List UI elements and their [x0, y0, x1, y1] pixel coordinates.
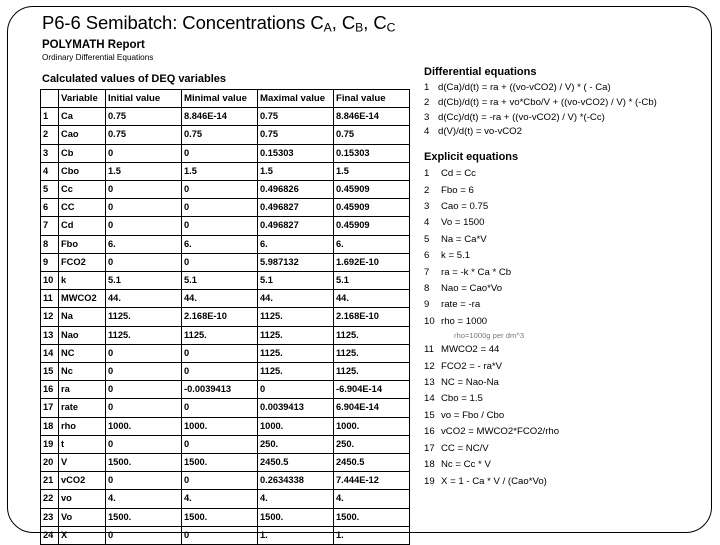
differential-equations-list: [424, 81, 714, 140]
equation-number: 12: [424, 360, 435, 372]
row-variable-name: MWCO2: [59, 290, 106, 308]
row-value: 2.168E-10: [182, 308, 258, 326]
table-row: [41, 308, 410, 326]
table-header-row: [41, 90, 410, 108]
explicit-equation-item: [424, 359, 714, 375]
table-row: [41, 162, 410, 180]
table-row: [41, 344, 410, 362]
row-value: 0: [182, 526, 258, 544]
row-value: 1125.: [106, 308, 182, 326]
row-value: 0.75: [106, 126, 182, 144]
row-value: 7.444E-12: [334, 472, 410, 490]
row-variable-name: CC: [59, 199, 106, 217]
row-index: 21: [41, 472, 59, 490]
row-value: 0: [106, 526, 182, 544]
differential-equation-item: [424, 125, 714, 140]
row-value: 0: [106, 217, 182, 235]
row-value: 1000.: [334, 417, 410, 435]
row-value: 1.5: [334, 162, 410, 180]
row-index: 6: [41, 199, 59, 217]
table-row: [41, 126, 410, 144]
row-index: 24: [41, 526, 59, 544]
table-row: [41, 217, 410, 235]
row-value: 0: [106, 181, 182, 199]
row-value: 5.1: [182, 272, 258, 290]
row-index: 8: [41, 235, 59, 253]
row-value: 0: [258, 381, 334, 399]
explicit-equation-item: [424, 441, 714, 457]
row-value: 0: [182, 199, 258, 217]
row-value: 8.846E-14: [182, 108, 258, 126]
row-value: 1500.: [334, 508, 410, 526]
differential-equation-item: [424, 111, 714, 126]
table-row: [41, 108, 410, 126]
page-title: P6-6 Semibatch: Concentrations $C_A$, $C_B$, $C_C$: [42, 12, 396, 35]
row-value: 0: [106, 381, 182, 399]
row-value: 1125.: [258, 363, 334, 381]
table-row: [41, 181, 410, 199]
row-index: 14: [41, 344, 59, 362]
title-subscript: B: [355, 20, 364, 35]
equation-number: 2: [424, 184, 430, 196]
row-index: 22: [41, 490, 59, 508]
equation-number: 7: [424, 266, 430, 278]
row-value: 0: [106, 344, 182, 362]
row-value: 1125.: [334, 326, 410, 344]
row-index: 10: [41, 272, 59, 290]
row-value: 5.1: [106, 272, 182, 290]
row-value: 0.75: [106, 108, 182, 126]
row-value: 0.45909: [334, 217, 410, 235]
title-subscript: C: [386, 20, 396, 35]
table-column-header: Variable: [59, 90, 106, 108]
equation-number: 19: [424, 475, 435, 487]
explicit-equation-item: [424, 457, 714, 473]
row-variable-name: ra: [59, 381, 106, 399]
table-column-header: Final value: [334, 90, 410, 108]
explicit-equation-item: [424, 199, 714, 215]
row-value: 0.15303: [258, 144, 334, 162]
explicit-equation-item: [424, 408, 714, 424]
row-value: 0: [182, 253, 258, 271]
equation-number: 10: [424, 315, 435, 327]
row-variable-name: FCO2: [59, 253, 106, 271]
equation-number: 17: [424, 442, 435, 454]
polymath-report-title: POLYMATH Report: [42, 39, 145, 51]
row-value: 2450.5: [258, 454, 334, 472]
explicit-equation-item: [424, 342, 714, 358]
row-value: 1.5: [106, 162, 182, 180]
row-value: 1000.: [258, 417, 334, 435]
row-value: 4.: [334, 490, 410, 508]
row-value: 0.45909: [334, 181, 410, 199]
explicit-equation-item: [424, 424, 714, 440]
row-value: 0.75: [334, 126, 410, 144]
row-index: 16: [41, 381, 59, 399]
row-value: 0: [106, 253, 182, 271]
differential-equation-item: [424, 81, 714, 96]
equation-number: 4: [424, 126, 430, 138]
row-variable-name: Cb: [59, 144, 106, 162]
equation-number: 3: [424, 201, 430, 212]
equation-number: 13: [424, 377, 435, 389]
row-value: 0: [182, 435, 258, 453]
row-value: 1125.: [258, 308, 334, 326]
row-value: -6.904E-14: [334, 381, 410, 399]
row-value: 1000.: [106, 417, 182, 435]
explicit-equation-item: [424, 474, 714, 490]
table-body: [41, 108, 410, 545]
row-variable-name: t: [59, 435, 106, 453]
explicit-equations-heading: Explicit equations: [424, 151, 519, 164]
row-variable-name: Nao: [59, 326, 106, 344]
row-value: 0: [106, 399, 182, 417]
row-index: 23: [41, 508, 59, 526]
explicit-equation-item: [424, 265, 714, 281]
row-value: 4.: [258, 490, 334, 508]
table-column-header: [41, 90, 59, 108]
table-row: [41, 253, 410, 271]
row-value: 44.: [182, 290, 258, 308]
row-variable-name: rate: [59, 399, 106, 417]
row-value: 1500.: [106, 454, 182, 472]
row-index: 5: [41, 181, 59, 199]
row-index: 20: [41, 454, 59, 472]
row-value: 1125.: [106, 326, 182, 344]
explicit-equation-item: [424, 232, 714, 248]
row-index: 12: [41, 308, 59, 326]
explicit-equations-list: [424, 166, 714, 490]
row-value: 4.: [182, 490, 258, 508]
explicit-equation-item: [424, 297, 714, 313]
row-index: 17: [41, 399, 59, 417]
row-value: 0: [182, 363, 258, 381]
explicit-equation-item: [424, 166, 714, 182]
row-value: 0.0039413: [258, 399, 334, 417]
row-index: 18: [41, 417, 59, 435]
row-value: 0: [106, 144, 182, 162]
row-value: 1125.: [258, 344, 334, 362]
row-variable-name: X: [59, 526, 106, 544]
row-value: 0.496826: [258, 181, 334, 199]
row-value: 1500.: [106, 508, 182, 526]
row-value: 250.: [334, 435, 410, 453]
row-variable-name: Cc: [59, 181, 106, 199]
row-variable-name: Cd: [59, 217, 106, 235]
deq-variables-table: [40, 89, 410, 545]
explicit-equation-item: [424, 183, 714, 199]
row-index: 9: [41, 253, 59, 271]
equation-text: CC = NC/V: [441, 442, 489, 454]
row-value: 1500.: [182, 508, 258, 526]
row-value: 8.846E-14: [334, 108, 410, 126]
equation-text: Nao = Cao*Vo: [441, 283, 503, 295]
equation-number: 11: [424, 344, 434, 356]
row-value: 6.: [258, 235, 334, 253]
row-variable-name: NC: [59, 344, 106, 362]
equation-number: 3: [424, 111, 430, 123]
equation-text: k = 5.1: [441, 250, 471, 262]
equation-text: Nc = Cc * V: [441, 459, 491, 471]
row-variable-name: Fbo: [59, 235, 106, 253]
equation-text: X = 1 - Ca * V / (Cao*Vo): [441, 475, 547, 487]
explicit-equation-item: [424, 248, 714, 264]
equation-text: FCO2 = - ra*V: [441, 360, 503, 372]
row-index: 19: [41, 435, 59, 453]
table-row: [41, 399, 410, 417]
row-value: 4.: [106, 490, 182, 508]
row-value: 44.: [258, 290, 334, 308]
table-row: [41, 235, 410, 253]
row-value: 0.45909: [334, 199, 410, 217]
equation-number: 8: [424, 283, 430, 295]
explicit-equation-item: [424, 314, 714, 330]
row-value: 6.: [182, 235, 258, 253]
row-value: 0: [106, 363, 182, 381]
row-value: 5.1: [334, 272, 410, 290]
row-value: 44.: [106, 290, 182, 308]
explicit-equation-item: [424, 375, 714, 391]
equation-number: 14: [424, 393, 435, 405]
row-value: 250.: [258, 435, 334, 453]
row-value: 5.987132: [258, 253, 334, 271]
row-value: 5.1: [258, 272, 334, 290]
row-value: 0.75: [258, 126, 334, 144]
equation-text: MWCO2 = 44: [441, 344, 500, 356]
row-value: 0.496827: [258, 217, 334, 235]
row-variable-name: Nc: [59, 363, 106, 381]
equation-number: 1: [424, 82, 430, 93]
row-value: 44.: [334, 290, 410, 308]
equation-number: 9: [424, 299, 430, 311]
row-variable-name: vCO2: [59, 472, 106, 490]
table-row: [41, 508, 410, 526]
row-index: 13: [41, 326, 59, 344]
row-value: 6.: [334, 235, 410, 253]
table-row: [41, 472, 410, 490]
table-row: [41, 526, 410, 544]
row-value: 1.5: [182, 162, 258, 180]
explicit-equation-item: [424, 215, 714, 231]
row-value: 0.75: [182, 126, 258, 144]
table-row: [41, 144, 410, 162]
polymath-report-subtitle: Ordinary Differential Equations: [42, 53, 154, 62]
equation-number: 6: [424, 250, 430, 262]
explicit-equation-item: [424, 391, 714, 407]
equation-text: Cao = 0.75: [441, 201, 489, 212]
row-value: 0.75: [258, 108, 334, 126]
row-index: 11: [41, 290, 59, 308]
equation-text: d(Ca)/d(t) = ra + ((vo-vCO2) / V) * ( - Ca): [438, 82, 611, 93]
row-value: 1.5: [258, 162, 334, 180]
equation-number: 15: [424, 409, 435, 421]
equation-text: ra = -k * Ca * Cb: [441, 266, 512, 278]
row-value: 0: [182, 399, 258, 417]
table-column-header: Maximal value: [258, 90, 334, 108]
table-heading: Calculated values of DEQ variables: [42, 73, 227, 85]
row-value: 1125.: [334, 344, 410, 362]
row-index: 1: [41, 108, 59, 126]
row-value: 0: [106, 435, 182, 453]
row-variable-name: Cao: [59, 126, 106, 144]
row-variable-name: Ca: [59, 108, 106, 126]
equation-text: vCO2 = MWCO2*FCO2/rho: [441, 426, 560, 438]
row-value: 6.904E-14: [334, 399, 410, 417]
row-index: 7: [41, 217, 59, 235]
row-index: 2: [41, 126, 59, 144]
equation-text: d(V)/d(t) = vo-vCO2: [438, 126, 522, 138]
table-row: [41, 490, 410, 508]
equation-text: rate = -ra: [441, 299, 481, 311]
equation-text: d(Cb)/d(t) = ra + vo*Cbo/V + ((vo-vCO2) / V) * (-Cb): [438, 96, 657, 108]
row-variable-name: Vo: [59, 508, 106, 526]
table-column-header: Initial value: [106, 90, 182, 108]
row-value: 1125.: [182, 326, 258, 344]
row-value: 0: [182, 181, 258, 199]
row-index: 3: [41, 144, 59, 162]
equation-text: Vo = 1500: [441, 217, 485, 229]
row-value: 2.168E-10: [334, 308, 410, 326]
row-variable-name: Cbo: [59, 162, 106, 180]
row-value: 0: [182, 344, 258, 362]
table-row: [41, 326, 410, 344]
table-row: [41, 290, 410, 308]
equation-text: Cbo = 1.5: [441, 393, 483, 405]
table-column-header: Minimal value: [182, 90, 258, 108]
equation-text: vo = Fbo / Cbo: [441, 409, 505, 421]
title-subscript: A: [323, 20, 332, 35]
row-value: 0.2634338: [258, 472, 334, 490]
row-value: 2450.5: [334, 454, 410, 472]
row-value: 0: [182, 472, 258, 490]
equation-text: d(Cc)/d(t) = -ra + ((vo-vCO2) / V) *(-Cc): [438, 111, 605, 123]
row-variable-name: k: [59, 272, 106, 290]
row-variable-name: vo: [59, 490, 106, 508]
row-value: 1.: [334, 526, 410, 544]
row-value: -0.0039413: [182, 381, 258, 399]
equation-text: rho = 1000: [441, 315, 488, 327]
row-value: 0: [106, 472, 182, 490]
equation-note: rho=1000g per dm^3: [454, 331, 525, 341]
table-row: [41, 272, 410, 290]
differential-equation-item: [424, 96, 714, 111]
row-value: 0.15303: [334, 144, 410, 162]
row-value: 0: [182, 144, 258, 162]
equation-number: 16: [424, 426, 435, 438]
equation-text: Na = Ca*V: [441, 233, 487, 245]
row-value: 1.: [258, 526, 334, 544]
table-row: [41, 381, 410, 399]
row-value: 1.692E-10: [334, 253, 410, 271]
explicit-equation-item: [424, 281, 714, 297]
row-value: 1000.: [182, 417, 258, 435]
row-value: 0.496827: [258, 199, 334, 217]
table-row: [41, 435, 410, 453]
row-value: 1500.: [182, 454, 258, 472]
row-variable-name: V: [59, 454, 106, 472]
row-index: 4: [41, 162, 59, 180]
equation-number: 18: [424, 459, 435, 471]
equation-number: 2: [424, 96, 430, 108]
equation-text: NC = Nao-Na: [441, 377, 499, 389]
row-value: 1125.: [258, 326, 334, 344]
row-variable-name: rho: [59, 417, 106, 435]
row-index: 15: [41, 363, 59, 381]
equations-panel: [424, 66, 714, 490]
equation-text: Fbo = 6: [441, 184, 474, 196]
table-row: [41, 417, 410, 435]
equation-number: 1: [424, 168, 430, 180]
row-value: 0: [106, 199, 182, 217]
row-value: 1125.: [334, 363, 410, 381]
equation-number: 4: [424, 217, 430, 229]
differential-equations-heading: Differential equations: [424, 66, 537, 78]
table-row: [41, 363, 410, 381]
equation-text: Cd = Cc: [441, 168, 476, 180]
row-value: 6.: [106, 235, 182, 253]
row-value: 0: [182, 217, 258, 235]
row-value: 1500.: [258, 508, 334, 526]
table-row: [41, 454, 410, 472]
table-row: [41, 199, 410, 217]
equation-number: 5: [424, 233, 430, 245]
row-variable-name: Na: [59, 308, 106, 326]
